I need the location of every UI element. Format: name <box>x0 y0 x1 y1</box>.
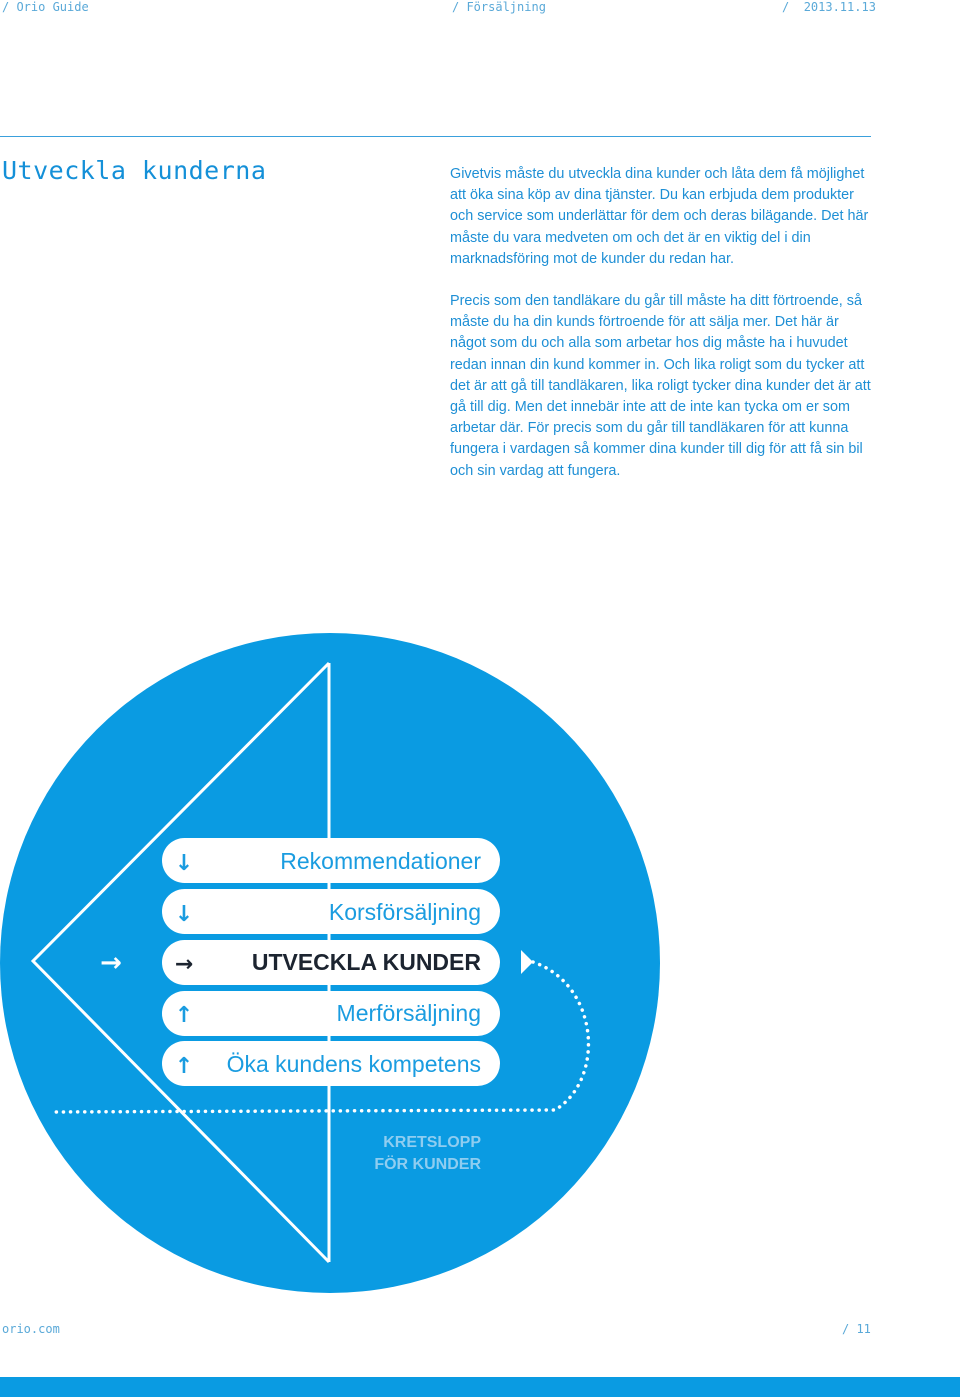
item-label: Öka kundens kompetens <box>226 1051 481 1077</box>
header-date <box>782 0 876 14</box>
bottom-color-bar <box>0 1377 960 1397</box>
cycle-label-line1: KRETSLOPP <box>383 1134 481 1151</box>
item-label: Korsförsäljning <box>328 899 481 925</box>
list-item <box>162 1041 500 1086</box>
header-section: / Försäljning <box>452 0 546 14</box>
item-label: UTVECKLA KUNDER <box>251 949 481 975</box>
arrow-up-icon: ↑ <box>174 1003 194 1028</box>
arrow-down-icon: ↓ <box>174 902 194 927</box>
body-paragraph-2: Precis som den tandläkare du går till måste ha ditt förtroende, så måste du ha din kunds förtroende för att sälja mer. Det här är något som du och alla som arbetar hos dig måste ha i huvudet redan innan din kund kommer in. Och lika roligt som du tycker att det är att gå till tandläkaren, lika roligt tycker dina kunder det är att gå till dig. Men det innebär inte att de inte kan tycka om er som arbetar där. För precis som du går till tandläkaren för att kunna fungera i vardagen så kommer dina kunder till dig för att få sin bil och sin vardag att fungera. <box>450 293 871 479</box>
item-label: Merförsäljning <box>336 1000 481 1026</box>
footer-page-number: / 11 <box>842 1322 871 1336</box>
footer-site: orio.com <box>2 1322 60 1336</box>
header-rule <box>0 136 871 137</box>
list-item <box>162 838 500 883</box>
cycle-label-line2: FÖR KUNDER <box>374 1156 481 1173</box>
item-label: Rekommendationer <box>280 848 481 874</box>
list-item-highlight <box>162 940 500 985</box>
customer-cycle-diagram <box>0 600 960 1300</box>
header-date-value: 2013.11.13 <box>803 0 876 14</box>
arrow-right-icon: → <box>174 952 194 977</box>
page-title: Utveckla kunderna <box>2 156 267 185</box>
arrow-down-icon: ↓ <box>174 851 194 876</box>
body-paragraph-1: Givetvis måste du utveckla dina kunder och låta dem få möjlighet att öka sina köp av dina tjänster. Du kan erbjuda dem produkter och service som underlättar för dem och deras bilägande. Det här måste du vara medveten om och det är en viktig del i din marknadsföring mot de kunder du redan har. <box>450 166 869 267</box>
header-date-slash: / <box>782 0 790 14</box>
list-item <box>162 889 500 934</box>
entry-arrow-icon: → <box>100 948 122 978</box>
list-item <box>162 991 500 1036</box>
header-guide: / Orio Guide <box>2 0 89 14</box>
arrow-up-icon: ↑ <box>174 1054 194 1079</box>
